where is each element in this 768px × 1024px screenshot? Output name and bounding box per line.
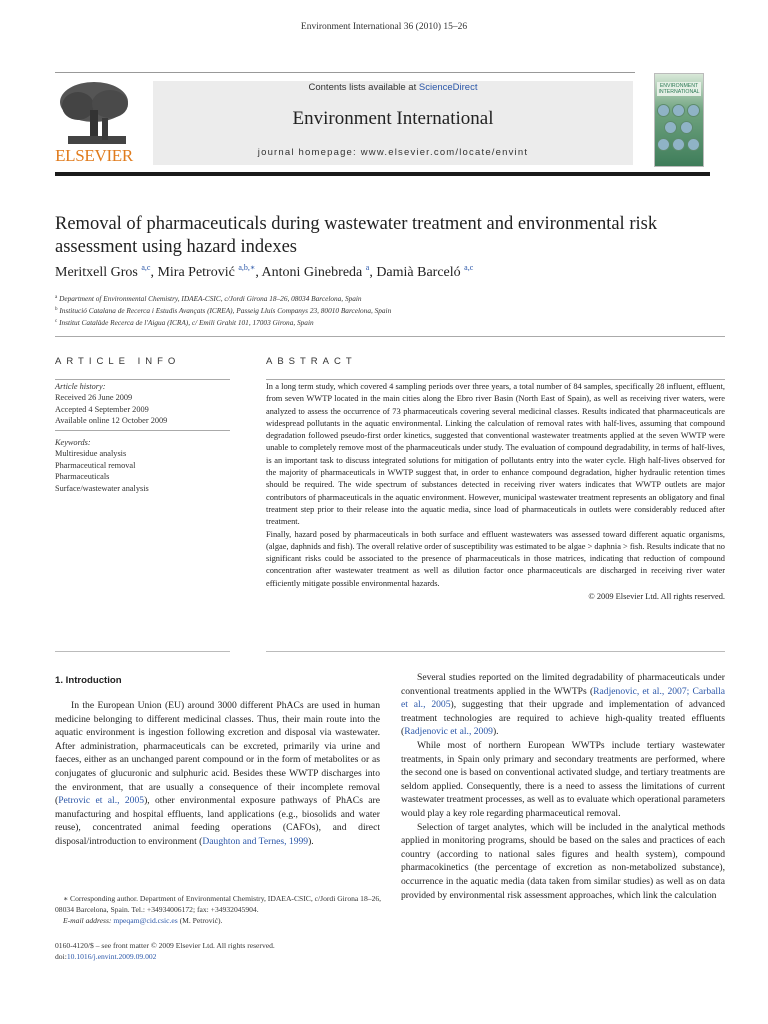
author-name[interactable]: Meritxell Gros — [55, 265, 138, 280]
doi-prefix: doi: — [55, 952, 67, 961]
journal-title: Environment International — [292, 108, 494, 129]
journal-cover-image[interactable] — [654, 73, 704, 167]
cover-photo-icon — [657, 138, 670, 151]
doi-line — [55, 951, 385, 962]
author[interactable] — [157, 265, 255, 280]
issn-line: 0160-4120/$ – see front matter © 2009 Elsevier Ltd. All rights reserved. — [55, 941, 275, 950]
accepted-date: Accepted 4 September 2009 — [55, 404, 149, 414]
body-paragraph — [401, 671, 725, 739]
divider — [266, 651, 725, 652]
author[interactable] — [262, 265, 370, 280]
body-text: ). — [492, 726, 499, 738]
body-column-right — [401, 671, 725, 902]
email-owner: (M. Petrović). — [177, 916, 223, 925]
cover-photo-icon — [687, 138, 700, 151]
body-text: ). — [308, 835, 314, 847]
elsevier-tree-icon — [58, 80, 130, 148]
divider — [55, 651, 230, 652]
doi-link[interactable]: 10.1016/j.envint.2009.09.002 — [66, 952, 157, 961]
journal-banner — [153, 81, 633, 165]
affiliation-mark: c — [55, 319, 58, 324]
affiliation-text: Department of Environmental Chemistry, IDAEA-CSIC, c/Jordi Girona 18–26, 08034 Barcelona, Spain — [59, 294, 362, 303]
author-separator: , — [369, 265, 377, 280]
citation-link[interactable]: Petrovic et al., 2005 — [58, 795, 145, 807]
cover-photo-icon — [664, 121, 677, 134]
body-text: ), other environmental exposure pathways of PhACs are manufacturing and hospital effluents, land applications (e.g., biosolids and water reuse), concentrated animal feeding operations (CAFOs), and direct disposal/introduction to environment ( — [55, 795, 380, 847]
author-separator: , — [255, 265, 262, 280]
contents-line — [153, 82, 633, 93]
footnote-text: ∗ Corresponding author. Department of Environmental Chemistry, IDAEA-CSIC, c/Jordi Girona 18–26, 08034 Barcelona, Spain. Tel.: +34934006172; fax: +34932045904. — [55, 894, 382, 914]
received-date: Received 26 June 2009 — [55, 393, 133, 403]
elsevier-logo[interactable] — [54, 76, 134, 166]
affiliation-mark: b — [55, 307, 58, 312]
online-date: Available online 12 October 2009 — [55, 416, 168, 426]
article-title: Removal of pharmaceuticals during wastewater treatment and environmental risk assessment using hazard indexes — [55, 214, 658, 257]
affiliation-marker[interactable]: a,c — [141, 263, 151, 272]
cover-photo-icon — [672, 138, 685, 151]
abstract-heading: ABSTRACT — [266, 356, 357, 367]
divider — [55, 336, 725, 337]
abstract-paragraph: In a long term study, which covered 4 sampling periods over three years, a total number of 84 samples, specifically 28 influent, effluent, from seven WWTP located in the main cities along the Ebro river Basin (North East of Spain), as well as receiving river waters, were analyzed to assess the occurrence of 73 pharmaceuticals covering several medicinal classes. Results indicated that pharmaceuticals are widespread pollutants in the aquatic environmental. Linking the calculation of removal rates with half-lives, assuming that compound degradation followed pseudo-first order kinetics, suggested that conventional wastewater treatments applied at the seven WWTP were unable to completely remove most of the pharmaceuticals under study. The evaluation of compound degradability, in terms of half-lives, is an important task to discuss integrated solutions for mitigation of pollutants entry into the water cycle. High half-lives observed for the majority of pharmaceuticals in WWTP suggest that, in order to enhance compound degradation, higher hydraulic retention times should be required. The wide spectrum of substances detected in receiving river waters indicates that WWTP outlets are major contributors of pharmaceuticals in the aquatic environment. However, municipal wastewater treatment represents an obligatory and final treatment step prior to their release into the aquatic media, since load of pharmaceuticals in outlets were considerably reduced after treatment. — [266, 382, 725, 527]
body-text: In the European Union (EU) around 3000 different PhACs are used in human medicine belonging to different medicinal classes. Thus, their main route into the aquatic environment is ingestion following excretion and disposal via wastewater. After administration, pharmaceuticals can be excreted, primarily via urine and faeces, either as an unchanged parent compound or in the form of metabolites or as conjugates of glucuronic and sulphuric acid. Besides these WWTP discharges into the environment, that are usually a consequence of their incomplete removal ( — [55, 700, 380, 807]
author[interactable] — [55, 265, 150, 280]
article-history-label: Article history: — [55, 382, 106, 391]
affiliation — [55, 316, 735, 328]
cover-title: ENVIRONMENT INTERNATIONAL — [658, 83, 700, 95]
email-link[interactable]: mpeqam@cid.csic.es — [113, 916, 178, 925]
keywords-label: Keywords: — [55, 438, 91, 447]
divider — [55, 379, 230, 380]
cover-photo-icon — [680, 121, 693, 134]
affiliation-marker[interactable]: a,b,∗ — [238, 263, 256, 272]
author-separator: , — [150, 265, 158, 280]
body-column-left — [55, 699, 380, 849]
affiliation-text: Institut Catalàde Recerca de l'Aigua (ICRA), c/ Emili Grahit 101, 17003 Girona, Spain — [59, 318, 314, 327]
affiliation-text: Institució Catalana de Recerca i Estudis Avançats (ICREA), Passeig Lluís Companys 23, 80010 Barcelona, Spain — [59, 306, 392, 315]
author-name[interactable]: Mira Petrović — [157, 265, 235, 280]
front-matter — [55, 940, 385, 962]
author-name[interactable]: Damià Barceló — [376, 265, 461, 280]
article-info-heading: ARTICLE INFO — [55, 356, 181, 367]
cover-photo-icon — [687, 104, 700, 117]
header-rule — [55, 72, 635, 73]
affiliation — [55, 304, 735, 316]
masthead-thick-rule — [55, 172, 710, 176]
article-history — [55, 381, 235, 427]
footnote-email-line — [55, 915, 385, 926]
body-paragraph: Selection of target analytes, which will be included in the analytical methods applied in monitoring programs, should be based on the sales and practices of each country (according to national sales figures and health system), compound pharmacokinetics (the percentage of excretion as non-metabolized substance), occurrence in the aquatic media (data taken from similar studies) as well as on data provided by environmental risk assessment approaches, which link the calculation — [401, 821, 725, 901]
divider — [266, 379, 725, 380]
abstract-paragraph: Finally, hazard posed by pharmaceuticals in both surface and effluent wastewaters was assessed toward different aquatic organisms, (algae, daphnids and fish). The overall relative order of susceptibility was estimated to be algae > daphnia > fish. Results indicate that no significant risks could be associated to the presence of pharmaceuticals in those matrices, indicating that reduction of compound concentration after wastewater treatment as well as dilution factor once pharmaceuticals are discharged in receiving river water efficiently mitigate possible environmental hazards. — [266, 529, 725, 588]
citation-link[interactable]: Daughton and Ternes, 1999 — [202, 835, 309, 847]
body-paragraph: While most of northern European WWTPs include tertiary wastewater treatments, in Spain only primary and secondary treatments are performed, where the second one is based on conventional activated sludge, and tertiary treatments are seldom applied. Consequently, there is a need to assess the limitations of current wastewater treatment processes, as well as to evaluate which operational parameters would play a key role regarding pharmaceutical removal. — [401, 739, 725, 819]
journal-homepage-link[interactable]: journal homepage: www.elsevier.com/locate/envint — [257, 147, 529, 158]
running-head: Environment International 36 (2010) 15–26 — [300, 22, 468, 32]
divider — [55, 430, 230, 431]
keywords — [55, 437, 235, 494]
affiliation-marker[interactable]: a — [365, 263, 370, 272]
citation-link[interactable]: Radjenovic, et al., 2007; Carballa et al., 2005 — [401, 685, 725, 711]
affiliation — [55, 292, 735, 304]
keyword: Multiresidue analysis — [55, 449, 127, 459]
author[interactable] — [376, 265, 473, 280]
author-list — [55, 263, 735, 281]
sciencedirect-link[interactable]: ScienceDirect — [418, 82, 478, 93]
keyword: Surface/wastewater analysis — [55, 483, 149, 493]
keyword: Pharmaceutical removal — [55, 460, 136, 470]
affiliation-mark: a — [55, 295, 58, 300]
body-text: ), suggesting that their upgrade and implementation of advanced treatment technologies are required to achieve high-quality treated effluents ( — [401, 699, 725, 738]
author-name[interactable]: Antoni Ginebreda — [261, 265, 363, 280]
cover-photo-icon — [672, 104, 685, 117]
elsevier-wordmark: ELSEVIER — [55, 146, 133, 165]
corresponding-author-footnote — [55, 893, 385, 926]
section-heading-introduction: 1. Introduction — [55, 675, 122, 686]
abstract-body — [266, 381, 725, 603]
contents-prefix: Contents lists available at — [308, 82, 419, 93]
affiliations — [55, 292, 735, 328]
affiliation-marker[interactable]: a,c — [464, 263, 474, 272]
citation-link[interactable]: Radjenovic et al., 2009 — [404, 726, 493, 738]
keyword: Pharmaceuticals — [55, 472, 110, 482]
body-paragraph — [55, 699, 380, 849]
abstract-copyright: © 2009 Elsevier Ltd. All rights reserved. — [588, 592, 725, 602]
cover-photo-icon — [657, 104, 670, 117]
body-text: Several studies reported on the limited degradability of pharmaceuticals under conventional treatments applied in the WWTPs ( — [401, 672, 725, 697]
email-label: E-mail address: — [63, 916, 114, 925]
